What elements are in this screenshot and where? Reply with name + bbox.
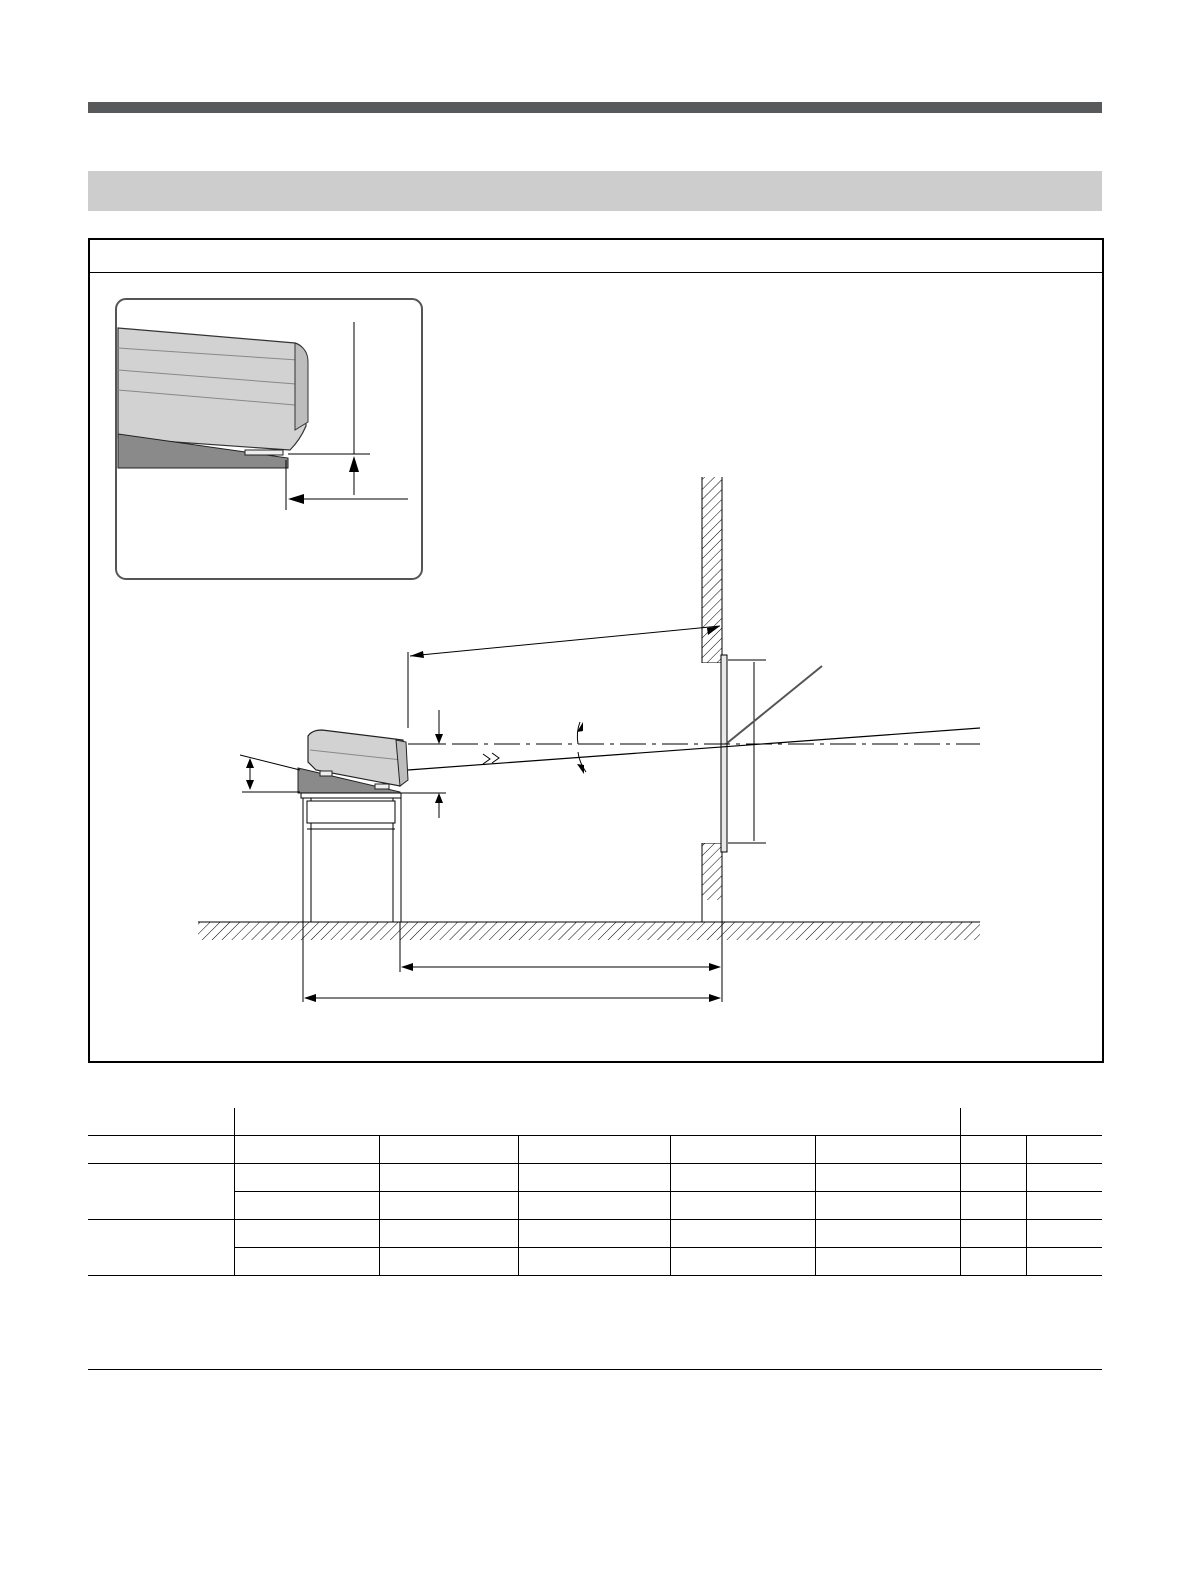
reflection-line — [726, 666, 822, 744]
table-row — [88, 1248, 1102, 1276]
table-cell — [379, 1136, 518, 1164]
table-row — [88, 1192, 1102, 1220]
projection-beam — [408, 728, 980, 770]
table-cell — [670, 1136, 815, 1164]
inset-projector-icon — [118, 328, 306, 450]
table-header-row — [88, 1108, 1102, 1136]
table-cell — [1026, 1192, 1102, 1220]
table-cell — [960, 1220, 1026, 1248]
inset-detail-panel — [116, 299, 422, 579]
table-cell — [960, 1108, 1102, 1136]
table-cell — [234, 1136, 379, 1164]
table-cell — [518, 1220, 670, 1248]
left-arrow-icon — [288, 494, 304, 504]
table-cell — [815, 1220, 960, 1248]
table-cell — [815, 1192, 960, 1220]
table-cell — [815, 1164, 960, 1192]
section-heading-band — [88, 171, 1102, 211]
table-cell — [815, 1248, 960, 1276]
floor — [198, 922, 980, 940]
table-cell — [379, 1192, 518, 1220]
table-cell — [518, 1248, 670, 1276]
table-cell — [234, 1164, 379, 1192]
screen — [721, 655, 766, 852]
projector-stand — [301, 793, 401, 922]
table-cell — [960, 1248, 1026, 1276]
table-cell — [234, 1220, 379, 1248]
table-row — [88, 1220, 1102, 1248]
table-cell — [1026, 1248, 1102, 1276]
table-cell — [379, 1164, 518, 1192]
table-cell — [88, 1220, 234, 1248]
table-cell — [234, 1108, 960, 1136]
throw-distance-dimension — [408, 626, 720, 728]
bottom-rule — [88, 1369, 1102, 1370]
table-cell — [234, 1248, 379, 1276]
top-rule — [88, 102, 1102, 113]
table-cell — [379, 1220, 518, 1248]
wall — [702, 477, 722, 922]
table-cell — [815, 1136, 960, 1164]
table-cell — [518, 1164, 670, 1192]
table-cell — [1026, 1164, 1102, 1192]
table-cell — [960, 1164, 1026, 1192]
wedge-angle-indicator — [240, 755, 300, 792]
table-cell — [1026, 1136, 1102, 1164]
table-cell — [379, 1248, 518, 1276]
table-cell — [88, 1108, 234, 1136]
table-row — [88, 1164, 1102, 1192]
installation-diagram — [90, 240, 1102, 1061]
installation-diagram-frame — [88, 238, 1104, 1063]
table-cell — [670, 1192, 815, 1220]
table-cell — [670, 1220, 815, 1248]
table-cell — [670, 1164, 815, 1192]
table-cell — [234, 1192, 379, 1220]
table-cell — [88, 1164, 234, 1192]
table-cell — [88, 1248, 234, 1276]
table-cell — [1026, 1220, 1102, 1248]
table-cell — [518, 1136, 670, 1164]
table-cell — [88, 1192, 234, 1220]
table-subheader-row — [88, 1136, 1102, 1164]
table-cell — [88, 1136, 234, 1164]
table-cell — [960, 1136, 1026, 1164]
table-cell — [960, 1192, 1026, 1220]
table-cell — [670, 1248, 815, 1276]
projector — [298, 730, 408, 793]
dimensions-table — [88, 1108, 1102, 1276]
table-cell — [518, 1192, 670, 1220]
up-arrow-icon — [349, 456, 359, 472]
